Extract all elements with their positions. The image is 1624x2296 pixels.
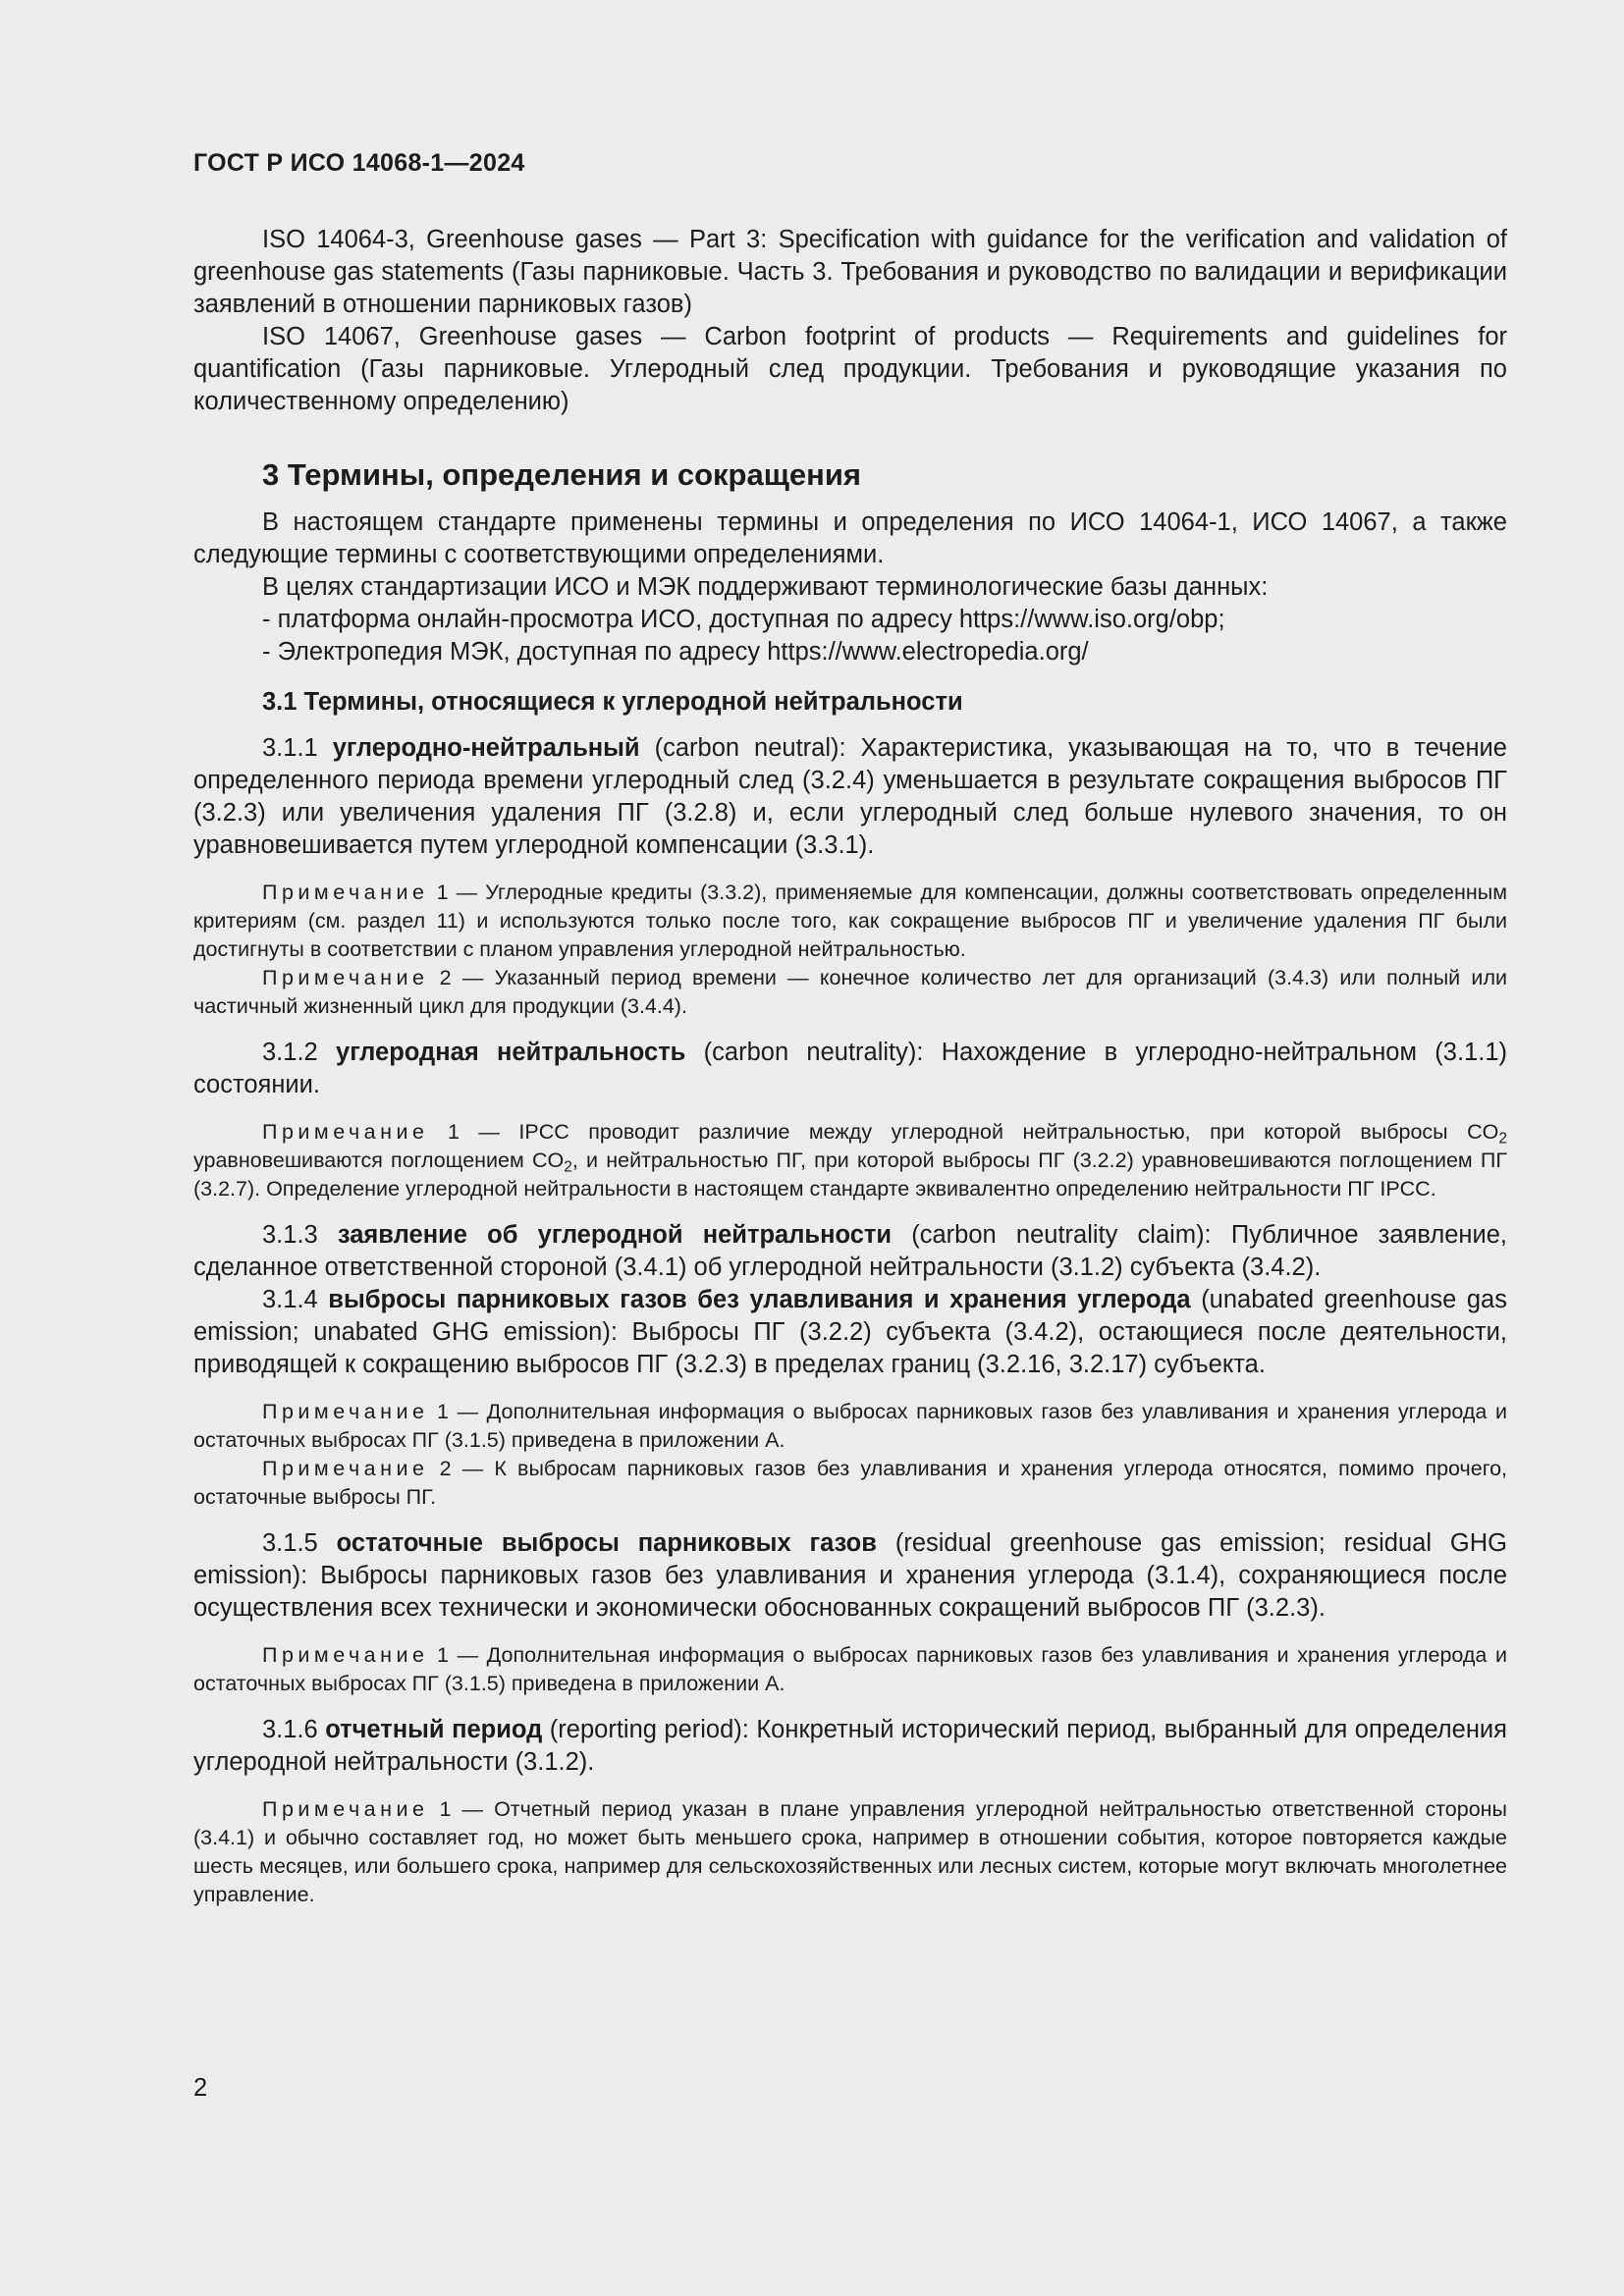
section-heading: 3 Термины, определения и сокращения	[262, 457, 861, 492]
term-definition: (reporting period): Конкретный исторический период, выбранный для определения углеродной нейтральности (3.1.2).	[193, 1716, 1507, 1776]
list-item-electropedia: - Электропедия МЭК, доступная по адресу https://www.electropedia.org/	[262, 638, 1089, 666]
term-definition: (carbon neutrality claim): Публичное заявление, сделанное ответственной стороной (3.4.1) об углеродной нейтральности (3.1.2) субъекта (3.4.2).	[193, 1221, 1507, 1281]
term-title: углеродно-нейтральный	[332, 734, 640, 762]
document-header: ГОСТ Р ИСО 14068-1—2024	[193, 149, 525, 177]
note-text: 1 — Дополнительная информация о выбросах парниковых газов без улавливания и хранения углерода и остаточных выбросах ПГ (3.1.5) приведена в приложении А.	[193, 1400, 1507, 1452]
note-text: 1 — Дополнительная информация о выбросах парниковых газов без улавливания и хранения углерода и остаточных выбросах ПГ (3.1.5) приведена в приложении А.	[193, 1643, 1507, 1695]
note-label: Примечание	[262, 1797, 429, 1821]
term-number: 3.1.1	[262, 734, 333, 762]
note	[193, 1118, 1507, 1203]
term-3-1-4	[193, 1284, 1507, 1381]
note	[193, 1641, 1507, 1698]
term-number: 3.1.3	[262, 1221, 338, 1249]
note	[193, 1398, 1507, 1455]
term-title: остаточные выбросы парниковых газов	[336, 1529, 877, 1557]
note-text: уравновешиваются поглощением CO	[193, 1148, 565, 1172]
term-title: отчетный период	[325, 1716, 543, 1743]
note	[193, 1795, 1507, 1909]
note-label: Примечание	[262, 1400, 429, 1423]
term-definition: (carbon neutral): Характеристика, указывающая на то, что в течение определенного периода времени углеродный след (3.2.4) уменьшается в результате сокращения выбросов ПГ (3.2.3) или увеличения удаления ПГ (3.2.8) и, если углеродный след больше нулевого значения, то он уравновешивается путем углеродной компенсации (3.3.1).	[193, 734, 1507, 859]
note	[193, 964, 1507, 1021]
note-label: Примечание	[262, 881, 429, 904]
term-3-1-3	[193, 1219, 1507, 1284]
note-label: Примечание	[262, 1643, 429, 1667]
note-text: 1 — IPCC проводит различие между углеродной нейтральностью, при которой выбросы CO	[428, 1120, 1499, 1144]
section-intro: В настоящем стандарте применены термины и определения по ИСО 14064-1, ИСО 14067, а также следующие термины с соответствующими определениями.	[193, 508, 1507, 568]
term-3-1-5	[193, 1527, 1507, 1625]
term-3-1-1	[193, 732, 1507, 862]
term-3-1-6	[193, 1714, 1507, 1779]
terminology-db-intro: В целях стандартизации ИСО и МЭК поддерживают терминологические базы данных:	[262, 573, 1269, 601]
term-number: 3.1.6	[262, 1716, 326, 1743]
term-title: выбросы парниковых газов без улавливания и хранения углерода	[328, 1286, 1191, 1313]
note-text: , и нейтральностью ПГ, при которой выбросы ПГ (3.2.2) уравновешиваются поглощением ПГ (3.2.7). Определение углеродной нейтральности в настоящем стандарте эквивалентно определению нейтральности ПГ IPCC.	[193, 1148, 1508, 1201]
page-content	[193, 224, 1507, 1909]
term-number: 3.1.2	[262, 1039, 337, 1066]
list-item-iso-obp: - платформа онлайн-просмотра ИСО, доступная по адресу https://www.iso.org/obp;	[262, 606, 1225, 633]
note-label: Примечание	[262, 1120, 429, 1144]
term-definition: (carbon neutrality): Нахождение в углеродно-нейтральном (3.1.1) состоянии.	[193, 1039, 1507, 1098]
note-text: 1 — Углеродные кредиты (3.3.2), применяемые для компенсации, должны соответствовать определенным критериям (см. раздел 11) и используются только после того, как сокращение выбросов ПГ и увеличение удаления ПГ были достигнуты в соответствии с планом управления углеродной нейтральностью.	[193, 881, 1507, 961]
subscript: 2	[564, 1158, 572, 1176]
subsection-heading: 3.1 Термины, относящиеся к углеродной нейтральности	[262, 688, 963, 716]
note	[193, 1455, 1507, 1512]
reference-iso-14067: ISO 14067, Greenhouse gases — Carbon footprint of products — Requirements and guidelines for quantification (Газы парниковые. Углеродный след продукции. Требования и руководящие указания по количественному определению)	[193, 323, 1507, 415]
term-definition: (unabated greenhouse gas emission; unabated GHG emission): Выбросы ПГ (3.2.2) субъекта (3.4.2), остающиеся после деятельности, приводящей к сокращению выбросов ПГ (3.2.3) в пределах границ (3.2.16, 3.2.17) субъекта.	[193, 1286, 1507, 1378]
term-number: 3.1.4	[262, 1286, 329, 1313]
term-title: заявление об углеродной нейтральности	[337, 1221, 893, 1249]
term-3-1-2	[193, 1037, 1507, 1101]
term-definition: (residual greenhouse gas emission; residual GHG emission): Выбросы парниковых газов без улавливания и хранения углерода (3.1.4), сохраняющиеся после осуществления всех технически и экономически обоснованных сокращений выбросов ПГ (3.2.3).	[193, 1529, 1508, 1622]
note-label: Примечание	[262, 1457, 429, 1480]
subscript: 2	[1498, 1130, 1507, 1148]
term-number: 3.1.5	[262, 1529, 337, 1557]
reference-iso-14064-3: ISO 14064-3, Greenhouse gases — Part 3: Specification with guidance for the verification and validation of greenhouse gas statements (Газы парниковые. Часть 3. Требования и руководство по валидации и верификации заявлений в отношении парниковых газов)	[193, 226, 1507, 318]
note-text: 1 — Отчетный период указан в плане управления углеродной нейтральностью ответственной стороны (3.4.1) и обычно составляет год, но может быть меньшего срока, например в отношении события, которое повторяется каждые шесть месяцев, или большего срока, например для сельскохозяйственных или лесных систем, которые могут включать многолетнее управление.	[193, 1797, 1507, 1906]
note-label: Примечание	[262, 966, 429, 989]
note-text: 2 — Указанный период времени — конечное количество лет для организаций (3.4.3) или полный или частичный жизненный цикл для продукции (3.4.4).	[193, 966, 1507, 1018]
note-text: 2 — К выбросам парниковых газов без улавливания и хранения углерода относятся, помимо прочего, остаточные выбросы ПГ.	[193, 1457, 1507, 1509]
note	[193, 879, 1507, 964]
page-number: 2	[193, 2074, 208, 2102]
term-title: углеродная нейтральность	[336, 1039, 686, 1066]
